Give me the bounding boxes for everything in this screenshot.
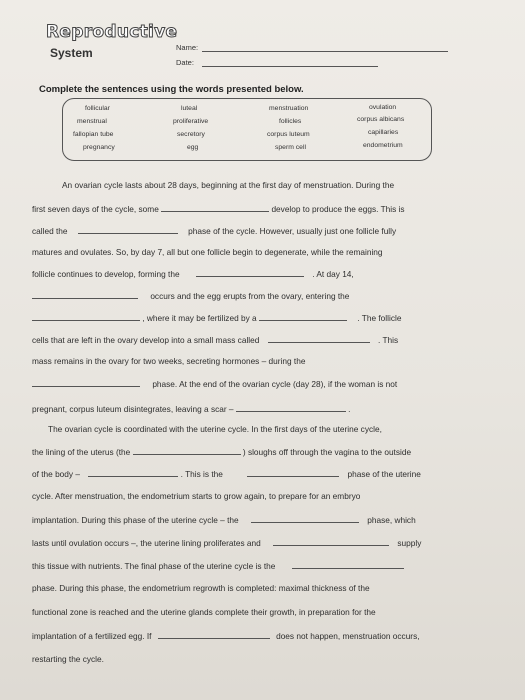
- word-bank-item: egg: [187, 144, 199, 151]
- passage-line: called the phase of the cycle. However, usually just one follicle fully: [32, 226, 397, 236]
- date-label: Date:: [176, 58, 194, 67]
- passage-line: , where it may be fertilized by a . The follicle: [32, 312, 468, 324]
- word-bank-item: pregnancy: [83, 144, 115, 151]
- blank-field[interactable]: [251, 514, 359, 523]
- date-field[interactable]: [202, 66, 378, 67]
- passage-line: this tissue with nutrients. The final phase of the uterine cycle is the: [32, 560, 468, 572]
- blank-field[interactable]: [158, 630, 270, 639]
- passage-line: pregnant, corpus luteum disintegrates, leaving a scar – .: [32, 404, 351, 414]
- blank-field[interactable]: [236, 403, 346, 412]
- word-bank-item: follicular: [85, 105, 110, 112]
- passage-line: The ovarian cycle is coordinated with the uterine cycle. In the first days of the uterine cycle,: [48, 424, 382, 434]
- word-bank-item: secretory: [177, 131, 205, 138]
- passage-line: implantation of a fertilized egg. If does not happen, menstruation occurs,: [32, 631, 420, 641]
- word-bank-item: sperm cell: [275, 144, 306, 151]
- word-bank-item: proliferative: [173, 118, 209, 125]
- blank-field[interactable]: [88, 468, 178, 477]
- passage-line: follicle continues to develop, forming the . At day 14,: [32, 269, 354, 279]
- name-label: Name:: [176, 43, 199, 52]
- word-bank-item: menstruation: [269, 105, 309, 112]
- passage-line: implantation. During this phase of the uterine cycle – the phase, which: [32, 515, 416, 525]
- word-bank-item: endometrium: [363, 142, 403, 149]
- passage-line: lasts until ovulation occurs –, the uterine lining proliferates and supply: [32, 538, 422, 548]
- word-bank-item: ovulation: [369, 104, 397, 111]
- blank-field[interactable]: [32, 378, 140, 387]
- passage-line: restarting the cycle.: [32, 654, 104, 664]
- passage-line: of the body – . This is the phase of the uterine: [32, 469, 421, 479]
- blank-field[interactable]: [292, 560, 404, 569]
- word-bank-item: follicles: [279, 118, 302, 125]
- word-bank-box: [62, 98, 432, 161]
- passage-line: first seven days of the cycle, some develop to produce the eggs. This is: [32, 204, 405, 214]
- word-bank-item: capillaries: [368, 129, 399, 136]
- blank-field[interactable]: [247, 468, 339, 477]
- word-bank-item: fallopian tube: [73, 131, 114, 138]
- worksheet-title: Reproductive: [46, 22, 178, 42]
- blank-field[interactable]: [273, 537, 389, 546]
- blank-field[interactable]: [259, 312, 347, 321]
- blank-field[interactable]: [268, 334, 370, 343]
- blank-field[interactable]: [78, 225, 178, 234]
- passage-line: phase. During this phase, the endometrium regrowth is completed: maximal thickness of the: [32, 583, 370, 593]
- blank-field[interactable]: [32, 290, 138, 299]
- instructions-text: Complete the sentences using the words presented below.: [39, 84, 304, 95]
- passage-line: mass remains in the ovary for two weeks, secreting hormones – during the: [32, 356, 306, 366]
- blank-field[interactable]: [133, 446, 241, 455]
- passage-line: the lining of the uterus (the ) sloughs off through the vagina to the outside: [32, 447, 412, 457]
- passage-line: matures and ovulates. So, by day 7, all but one follicle begin to degenerate, while the remaining: [32, 247, 383, 257]
- blank-field[interactable]: [196, 268, 304, 277]
- passage-line: cycle. After menstruation, the endometrium starts to grow again, to prepare for an embryo: [32, 491, 361, 501]
- passage-line: functional zone is reached and the uterine glands complete their growth, in preparation for the: [32, 607, 376, 617]
- word-bank-item: corpus luteum: [267, 131, 310, 138]
- passage-line: cells that are left in the ovary develop into a small mass called . This: [32, 335, 399, 345]
- passage-line: An ovarian cycle lasts about 28 days, beginning at the first day of menstruation. During the: [62, 180, 395, 190]
- worksheet-subtitle: System: [50, 46, 93, 60]
- passage-line: occurs and the egg erupts from the ovary, entering the: [32, 290, 468, 302]
- word-bank-item: corpus albicans: [357, 116, 405, 123]
- word-bank-item: luteal: [181, 105, 198, 112]
- passage-line: phase. At the end of the ovarian cycle (day 28), if the woman is not: [32, 378, 468, 390]
- name-field[interactable]: [202, 51, 448, 52]
- word-bank-item: menstrual: [77, 118, 107, 125]
- blank-field[interactable]: [32, 312, 140, 321]
- blank-field[interactable]: [161, 203, 269, 212]
